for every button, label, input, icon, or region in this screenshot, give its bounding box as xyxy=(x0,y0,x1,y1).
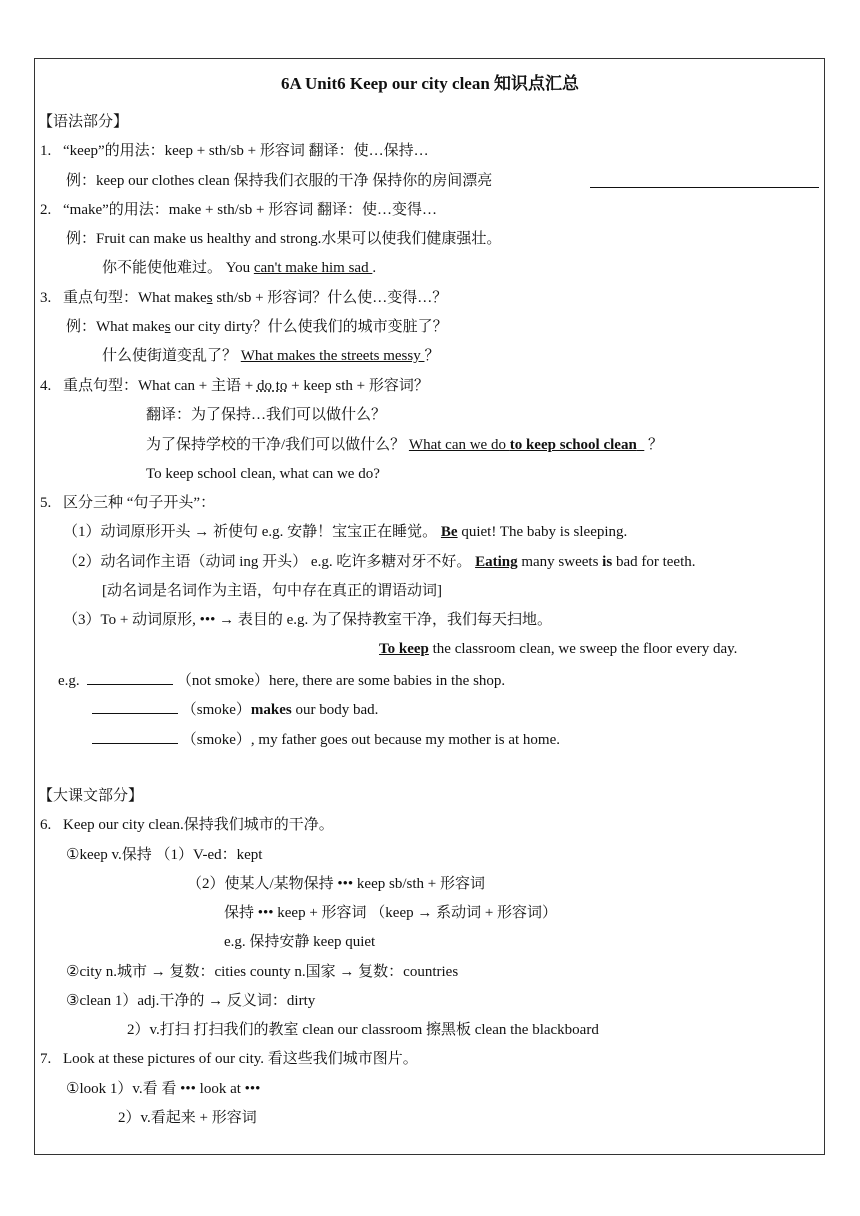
point-6-text: Keep our city clean.保持我们城市的干净。 xyxy=(63,817,334,833)
sentence-end: ？ xyxy=(424,348,440,364)
highlight-do-to: do to xyxy=(256,378,288,394)
exercise-1 xyxy=(58,669,505,691)
example-text-rest: the classroom clean, we sweep the floor every day. xyxy=(428,641,738,657)
point-3-number: 3. xyxy=(40,290,52,306)
point-4-translation: 翻译：为了保持…我们可以做什么？ xyxy=(146,407,387,423)
sentence-prompt: 为了保持学校的干净/我们可以做什么？ xyxy=(146,437,409,453)
point-6-line-3: 保持 ••• keep + 形容词 （keep → 系动词 + 形容词） xyxy=(224,905,558,921)
pattern-text: 重点句型：What make xyxy=(63,290,207,306)
point-7-number: 7. xyxy=(40,1051,52,1067)
point-4-text xyxy=(63,376,429,396)
point-6-line-6: ③clean 1）adj.干净的 → 反义词：dirty xyxy=(66,993,316,1009)
highlight-s: s xyxy=(164,319,171,335)
highlight-s: s xyxy=(206,290,213,306)
pattern-text: 重点句型：What can + 主语 + xyxy=(63,378,257,394)
point-3-text xyxy=(63,288,447,308)
keyword-is: is xyxy=(602,554,613,570)
sentence-end: . xyxy=(372,260,377,276)
point-6-line-4: e.g. 保持安静 keep quiet xyxy=(224,934,376,950)
exercise-label: e.g. xyxy=(58,673,84,689)
keyword-be: Be xyxy=(440,524,458,540)
row-text-rest: many sweets xyxy=(517,554,603,570)
point-5-row-3-example xyxy=(379,639,737,659)
keyword-makes: makes xyxy=(250,702,292,718)
row-text: （2）动名词作主语（动词 ing 开头） e.g. 吃许多糖对牙不好。 xyxy=(63,554,476,570)
point-5-row-1 xyxy=(63,522,627,542)
exercise-text: （smoke） xyxy=(178,702,251,718)
section-heading-grammar: 【语法部分】 xyxy=(38,114,129,130)
point-6-line-1: ①keep v.保持 （1）V-ed：kept xyxy=(66,847,263,863)
point-5-row-2 xyxy=(63,552,696,572)
answer-part: What can we do xyxy=(408,437,510,453)
answer-blank[interactable] xyxy=(92,728,178,744)
sentence-prompt: 什么使街道变乱了？ xyxy=(102,348,241,364)
point-6-line-7: 2）v.打扫 打扫我们的教室 clean our classroom 擦黑板 clean the blackboard xyxy=(127,1022,599,1038)
point-1-example: 例：keep our clothes clean 保持我们衣服的干净 保持你的房间漂亮 xyxy=(66,173,493,189)
answer-blank[interactable] xyxy=(87,669,173,685)
point-7-line-2: 2）v.看起来 + 形容词 xyxy=(118,1110,257,1126)
point-6-line-5: ②city n.城市 → 复数：cities county n.国家 → 复数：countries xyxy=(66,964,459,980)
point-1-text: “keep”的用法：keep + sth/sb + 形容词 翻译：使…保持… xyxy=(63,143,429,159)
pattern-text-rest: sth/sb + 形容词？什么使…变得…？ xyxy=(212,290,448,306)
point-5-note: [动名词是名词作为主语，句中存在真正的谓语动词] xyxy=(102,583,442,599)
answer-blank[interactable] xyxy=(590,172,819,188)
filled-answer: can't make him sad xyxy=(253,260,373,276)
row-text: （1）动词原形开头 → 祈使句 e.g. 安静！宝宝正在睡觉。 xyxy=(63,524,441,540)
row-text-rest: quiet! The baby is sleeping. xyxy=(457,524,628,540)
answer-blank[interactable] xyxy=(92,698,178,714)
exercise-2 xyxy=(92,698,378,720)
point-5-number: 5. xyxy=(40,495,52,511)
point-6-number: 6. xyxy=(40,817,52,833)
keyword-eating: Eating xyxy=(475,554,518,570)
example-text-rest: our city dirty？什么使我们的城市变脏了？ xyxy=(170,319,448,335)
point-2-text: “make”的用法：make + sth/sb + 形容词 翻译：使…变得… xyxy=(63,202,437,218)
answer-part-bold: to keep school clean xyxy=(509,437,637,453)
point-6-line-2: （2）使某人/某物保持 ••• keep sb/sth + 形容词 xyxy=(187,876,485,892)
section-heading-text: 【大课文部分】 xyxy=(38,788,144,804)
point-3-sub-example xyxy=(102,346,439,366)
row-text-end: bad for teeth. xyxy=(612,554,696,570)
point-4-sub-example xyxy=(146,435,663,455)
exercise-text: （smoke）, my father goes out because my mother is at home. xyxy=(178,732,560,748)
pattern-text-rest: + keep sth + 形容词？ xyxy=(287,378,429,394)
point-1-number: 1. xyxy=(40,143,52,159)
exercise-text: （not smoke）here, there are some babies in the shop. xyxy=(173,673,506,689)
point-4-number: 4. xyxy=(40,378,52,394)
point-2-sub-example xyxy=(102,258,376,278)
point-4-answer-line: To keep school clean, what can we do? xyxy=(146,466,380,482)
point-7-line-1: ①look 1）v.看 看 ••• look at ••• xyxy=(66,1081,261,1097)
filled-answer xyxy=(409,437,644,453)
point-2-number: 2. xyxy=(40,202,52,218)
point-2-example: 例：Fruit can make us healthy and strong.水果可以使我们健康强壮。 xyxy=(66,231,502,247)
keyword-to-keep: To keep xyxy=(379,641,429,657)
exercise-text-rest: our body bad. xyxy=(291,702,379,718)
sentence-prompt: 你不能使他难过。 You xyxy=(102,260,254,276)
sentence-end: ？ xyxy=(644,437,664,453)
filled-answer: What makes the streets messy xyxy=(240,348,425,364)
document-title: 6A Unit6 Keep our city clean 知识点汇总 xyxy=(280,74,580,93)
point-5-text: 区分三种 “句子开头”： xyxy=(63,495,216,511)
example-text: 例：What make xyxy=(66,319,165,335)
exercise-3 xyxy=(92,728,560,750)
point-3-example xyxy=(66,317,448,337)
point-5-row-3: （3）To + 动词原形, ••• → 表目的 e.g. 为了保持教室干净，我们每天扫地。 xyxy=(63,612,552,628)
point-7-text: Look at these pictures of our city. 看这些我们城市图片。 xyxy=(63,1051,418,1067)
